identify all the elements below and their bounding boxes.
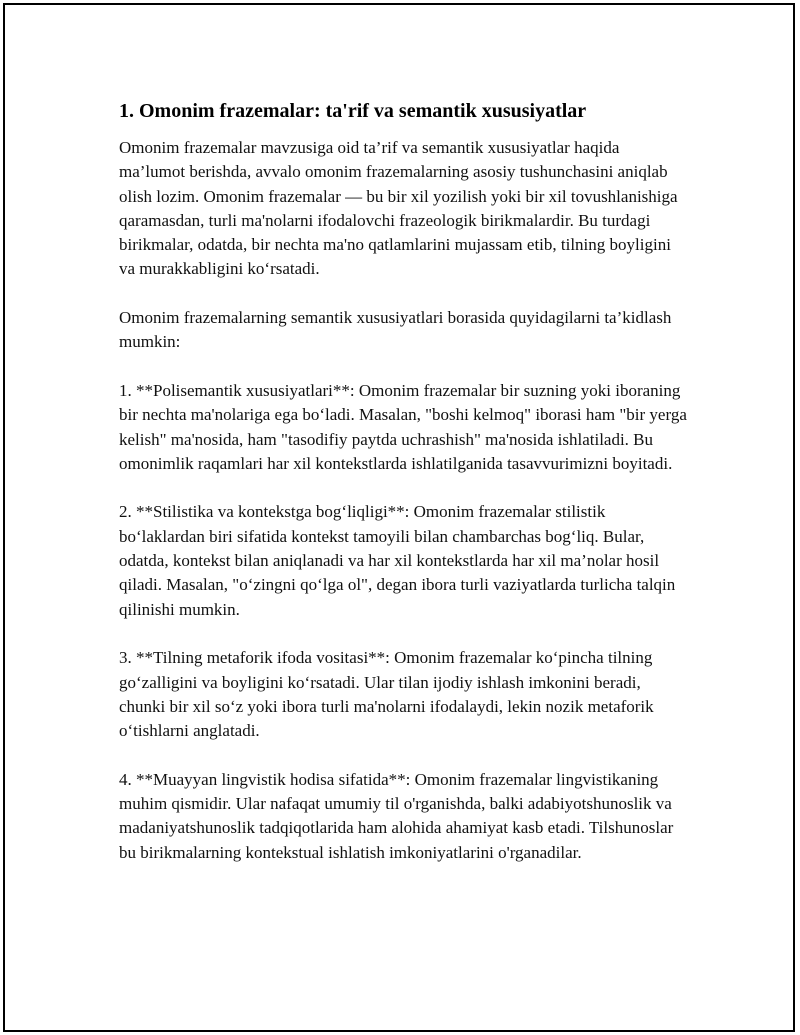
intro-paragraph: Omonim frazemalar mavzusiga oid ta’rif va semantik xususiyatlar haqida ma’lumot berishda, avvalo omonim frazemalarning asosiy tushunchasini aniqlab olish lozim. Omonim frazemalar — bu bir xil yozilish yoki bir xil tovushlanishiga qaramasdan, turli ma'nolarni ifodalovchi frazeologik birikmalardir. Bu turdagi birikmalar, odatda, bir nechta ma'no qatlamlarini mujassam etib, tilning boyligini va murakkabligini ko‘rsatadi. (119, 138, 678, 279)
semantic-intro-paragraph: Omonim frazemalarning semantik xususiyatlari borasida quyidagilarni ta’kidlash mumkin: (119, 308, 672, 352)
document-body (119, 97, 689, 889)
document-page (3, 3, 795, 1032)
polysemantic-paragraph: 1. **Polisemantik xususiyatlari**: Omonim frazemalar bir suzning yoki iboraning bir nechta ma'nolariga ega bo‘ladi. Masalan, "boshi kelmoq" iborasi ham "bir yerga kelish" ma'nosida, ham "tasodifiy paytda uchrashish" ma'nosida ishlatiladi. Bu omonimlik raqamlari har xil kontekstlarda ishlatilganida tasavvurimizni boyitadi. (119, 380, 687, 473)
section-heading: 1. Omonim frazemalar: ta'rif va semantik xususiyatlar (119, 100, 587, 122)
metaphor-paragraph: 3. **Tilning metaforik ifoda vositasi**: Omonim frazemalar ko‘pincha tilning go‘zalligini va boyligini ko‘rsatadi. Ular tilan ijodiy ishlash imkonini beradi, chunki bir xil so‘z yoki ibora turli ma'nolarni ifodalaydi, lekin nozik metaforik o‘tishlarni anglatadi. (119, 648, 654, 741)
linguistic-phenomenon-paragraph: 4. **Muayyan lingvistik hodisa sifatida**: Omonim frazemalar lingvistikaning muhim qismidir. Ular nafaqat umumiy til o'rganishda, balki adabiyotshunoslik va madaniyatshunoslik tadqiqotlarida ham alohida ahamiyat kasb etadi. Tilshunoslar bu birikmalarning kontekstual ishlatish imkoniyatlarini o'rganadilar. (119, 769, 674, 862)
stylistics-paragraph: 2. **Stilistika va kontekstga bog‘liqligi**: Omonim frazemalar stilistik bo‘laklardan biri sifatida kontekst tamoyili bilan chambarchas bog‘liq. Bular, odatda, kontekst bilan aniqlanadi va har xil kontekstlarda har xil ma’nolar hosil qiladi. Masalan, "o‘zingni qo‘lga ol", degan ibora turli vaziyatlarda turlicha talqin qilinishi mumkin. (119, 502, 676, 619)
